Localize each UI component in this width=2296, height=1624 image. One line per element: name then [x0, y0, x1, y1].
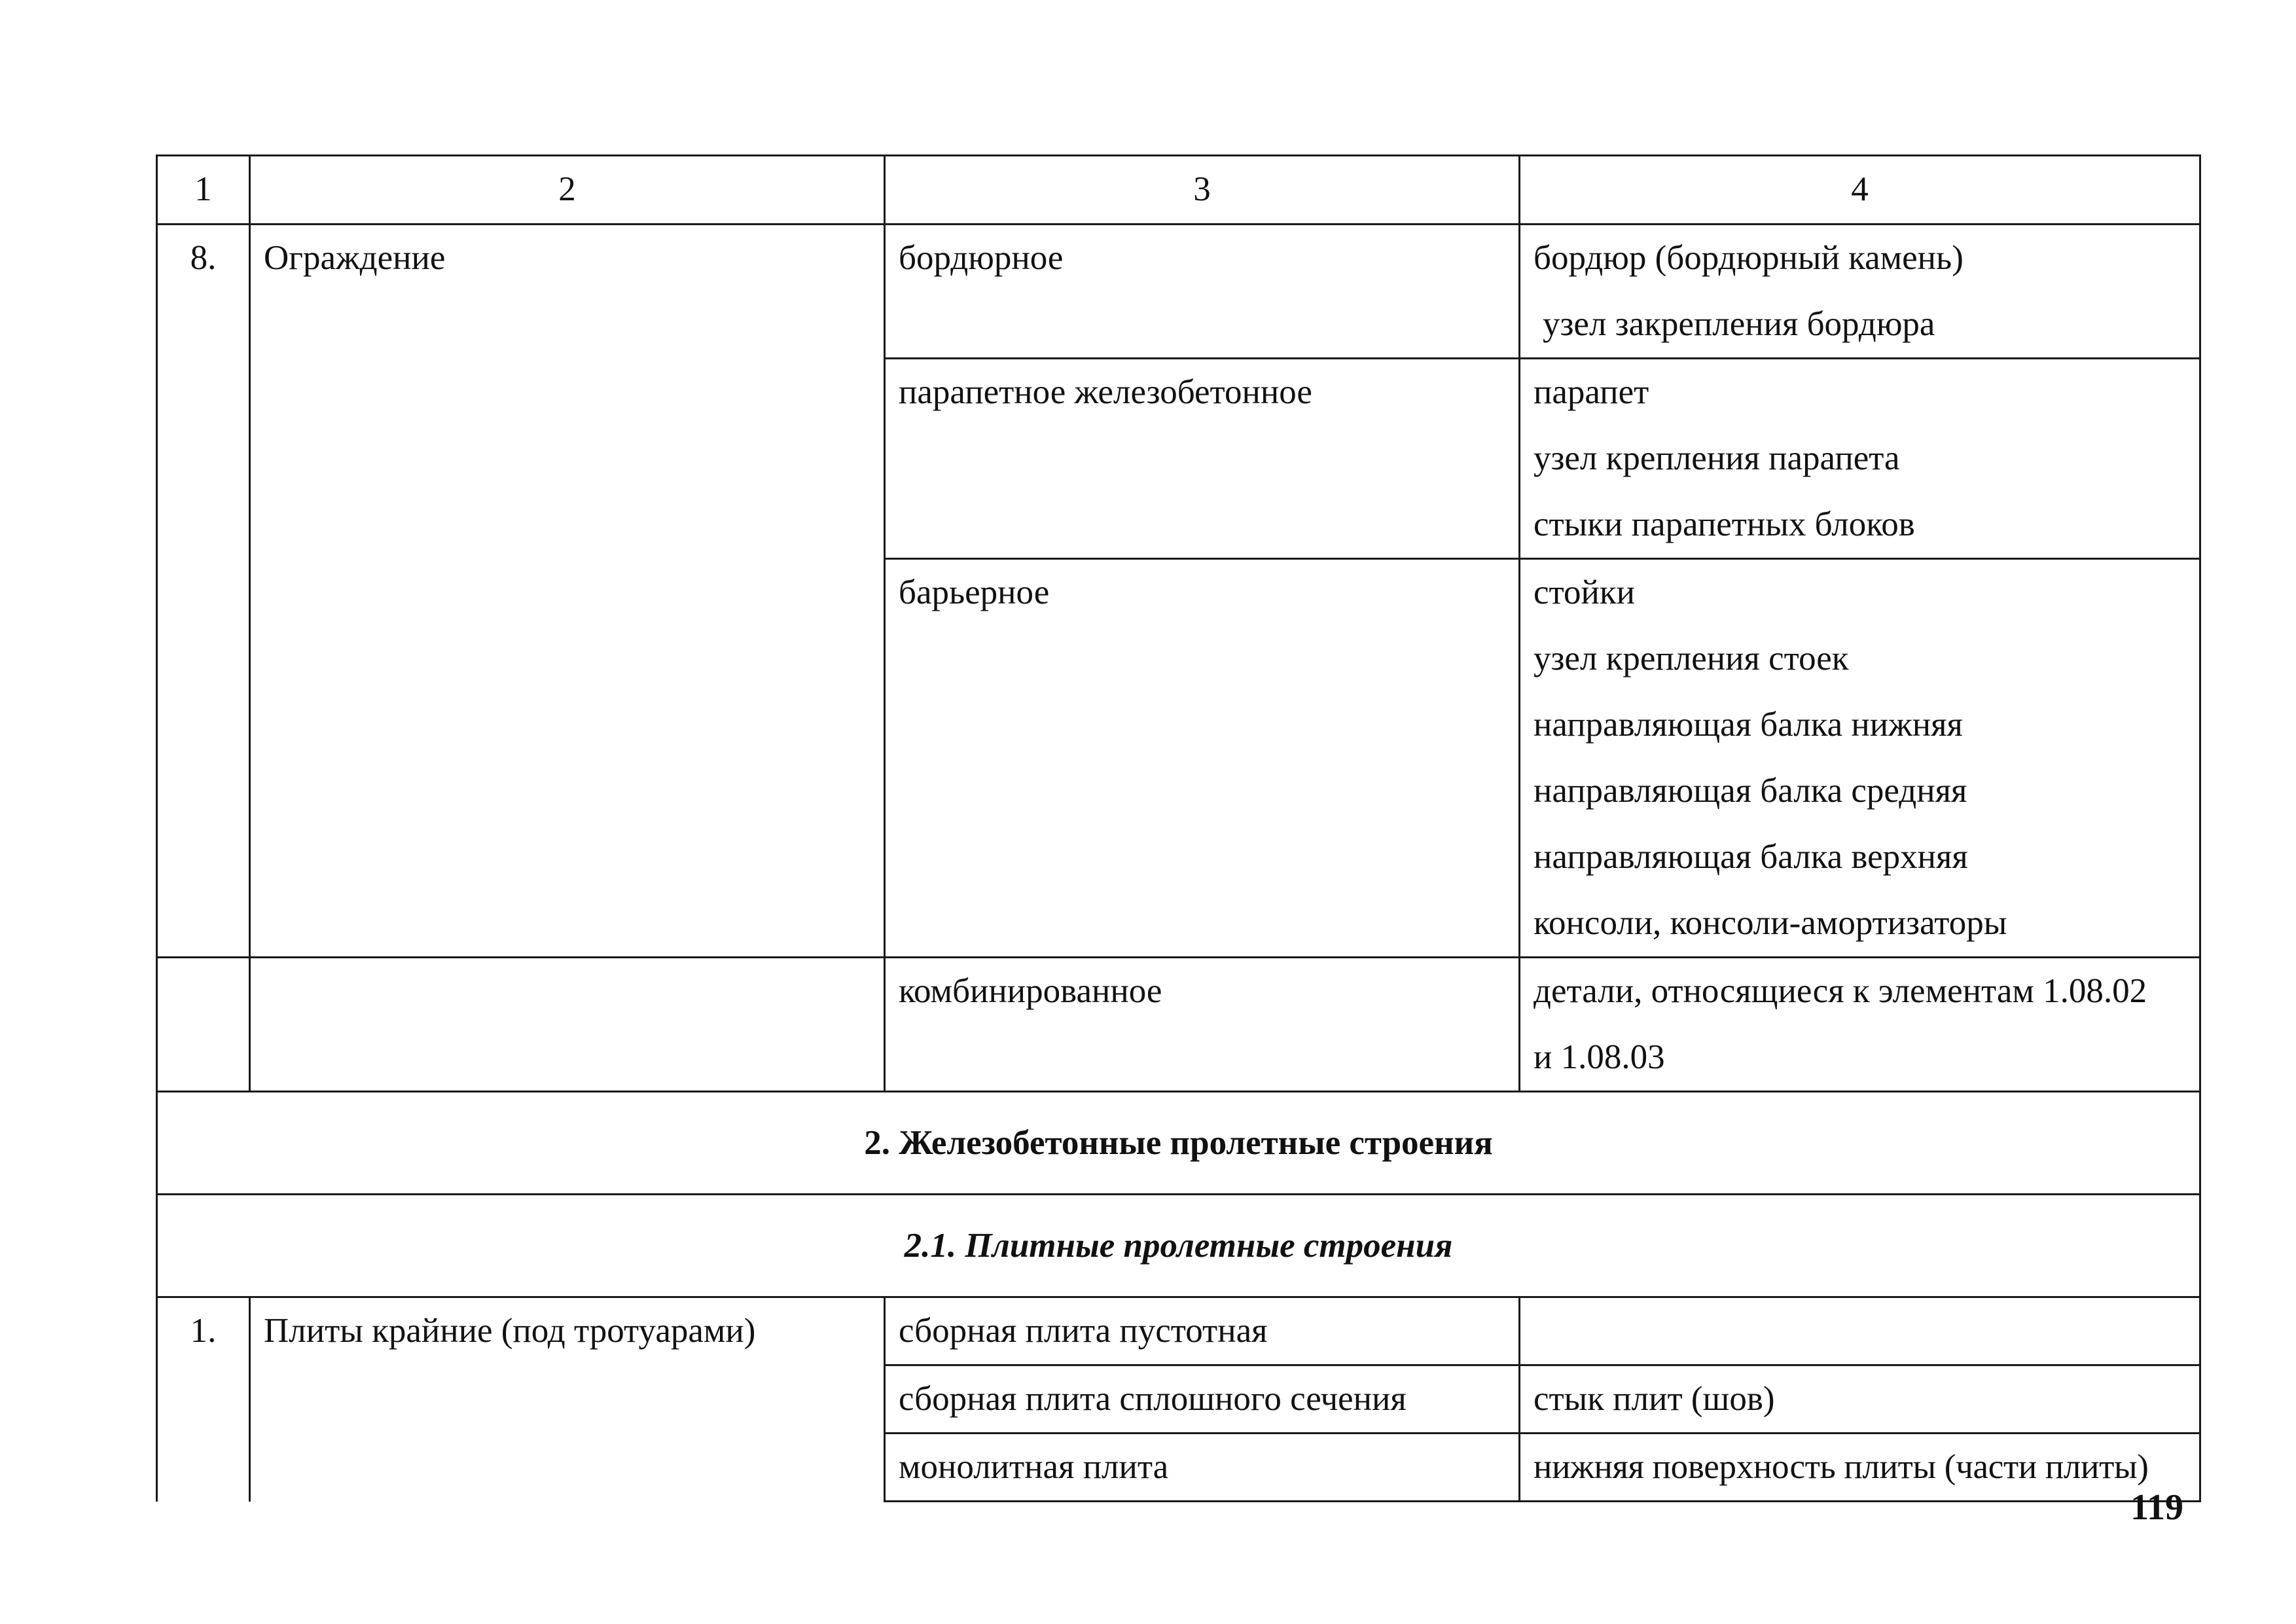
section-row — [157, 1092, 2200, 1195]
column-header: 2 — [250, 156, 885, 225]
column-header: 1 — [157, 156, 250, 225]
detail-line: консоли, консоли-амортизаторы — [1534, 904, 2007, 942]
page-number: 119 — [2130, 1487, 2183, 1528]
table-row — [157, 958, 2200, 1092]
detail-line: детали, относящиеся к элементам 1.08.02 — [1534, 972, 2147, 1010]
empty-cell — [250, 958, 885, 1092]
detail-line: направляющая балка средняя — [1534, 772, 1967, 810]
table-header-row — [157, 156, 2200, 225]
element-details — [1520, 559, 2200, 958]
detail-line: направляющая балка нижняя — [1534, 706, 1963, 744]
element-type: бордюрное — [885, 225, 1520, 359]
table-row — [157, 1297, 2200, 1365]
element-details — [1520, 359, 2200, 559]
detail-line: стойки — [1534, 573, 1635, 611]
element-details — [1520, 225, 2200, 359]
row-number: 8. — [157, 225, 250, 958]
detail-line: направляющая балка верхняя — [1534, 838, 1968, 876]
element-type: монолитная плита — [885, 1434, 1520, 1502]
section-title: 2. Железобетонные пролетные строения — [157, 1092, 2200, 1195]
element-details: нижняя поверхность плиты (части плиты) — [1520, 1434, 2200, 1502]
elements-table — [156, 154, 2201, 1502]
detail-line: узел крепления парапета — [1534, 439, 1900, 477]
element-type: сборная плита сплошного сечения — [885, 1365, 1520, 1434]
column-header: 4 — [1520, 156, 2200, 225]
empty-cell — [157, 958, 250, 1092]
row-number: 1. — [157, 1297, 250, 1502]
element-type: парапетное железобетонное — [885, 359, 1520, 559]
detail-line: стыки парапетных блоков — [1534, 505, 1915, 543]
table-row — [157, 225, 2200, 359]
element-name: Ограждение — [250, 225, 885, 958]
element-type: барьерное — [885, 559, 1520, 958]
element-type: сборная плита пустотная — [885, 1297, 1520, 1365]
detail-line: узел крепления стоек — [1534, 640, 1849, 677]
column-header: 3 — [885, 156, 1520, 225]
element-details: стык плит (шов) — [1520, 1365, 2200, 1434]
element-name: Плиты крайние (под тротуарами) — [250, 1297, 885, 1502]
subsection-title: 2.1. Плитные пролетные строения — [157, 1195, 2200, 1297]
element-details — [1520, 1297, 2200, 1365]
detail-line: парапет — [1534, 373, 1649, 411]
detail-line: бордюр (бордюрный камень) — [1534, 239, 1964, 277]
element-details — [1520, 958, 2200, 1092]
subsection-row — [157, 1195, 2200, 1297]
detail-line: узел закрепления бордюра — [1543, 305, 1935, 343]
detail-line: и 1.08.03 — [1534, 1038, 1665, 1076]
element-type: комбинированное — [885, 958, 1520, 1092]
